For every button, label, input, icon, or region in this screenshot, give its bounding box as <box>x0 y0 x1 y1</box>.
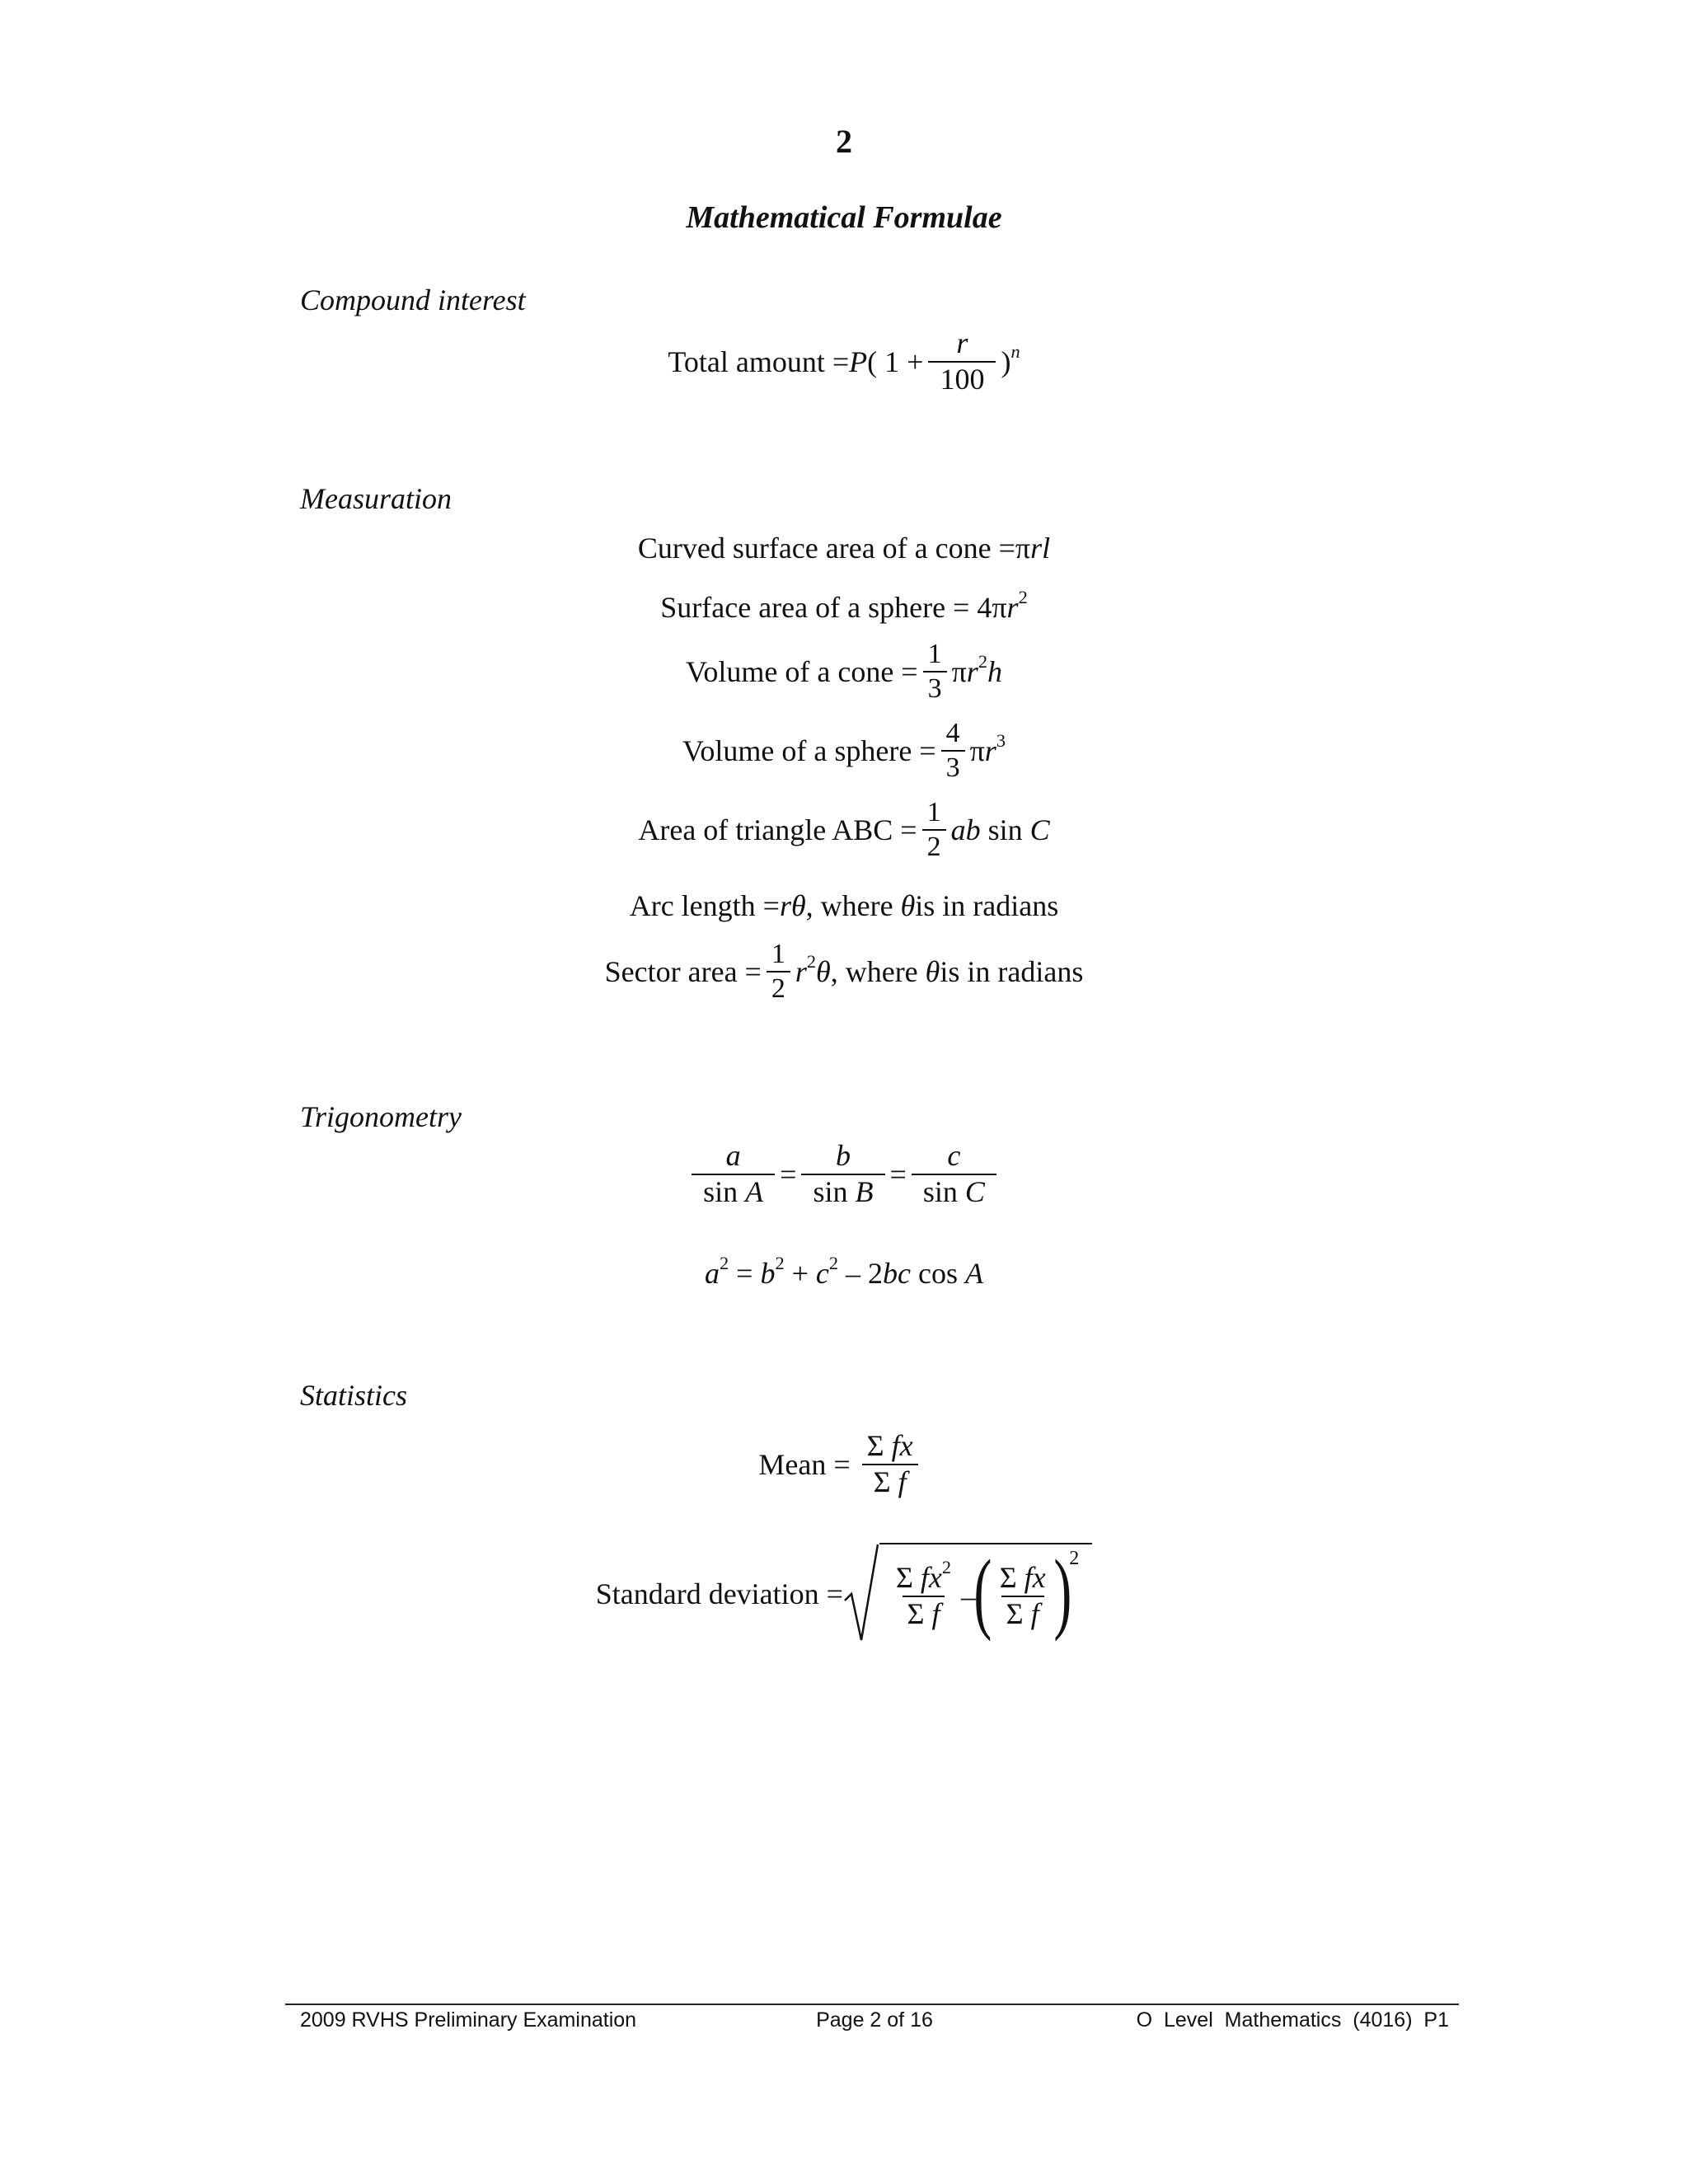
formula-mean: Mean = $\frac{\text{Σ fx}}{\text{Σ f}}$ <box>0 1431 1688 1498</box>
formula-cone-curved-surface: Curved surface area of a cone = πrl <box>637 532 1051 565</box>
formula-compound-interest: Total amount = P( 1 + $\frac{r}{100}$ )$^n$ <box>668 326 1020 396</box>
formula-triangle-area: Area of triangle ABC = $\frac{1}{2}$ ab sin C <box>638 797 1050 862</box>
page-title: Mathematical Formulae <box>686 200 1002 235</box>
formula-sphere-volume: Volume of a sphere = $\frac{4}{3}$ $\pi r^3$ <box>682 718 1006 783</box>
section-compound-interest: Compound interest <box>300 284 526 316</box>
formula-sector-area: Sector area = $\frac{1}{2}$ $r^2\theta$, where θ is in radians <box>604 939 1084 1004</box>
formula-arc-length: Arc length = rθ, where θ is in radians <box>629 889 1059 922</box>
square-root: $\frac{\Sigma fx^2}{\text{Σ f}}$ – ( $\frac{\text{Σ fx}}{\text{Σ f}}$ ) 2 <box>843 1543 1092 1645</box>
formula-cone-volume: Volume of a cone = $\frac{1}{3}$ $\pi r^2h$ <box>686 639 1002 704</box>
formula-standard-deviation: Standard deviation = $\frac{\Sigma fx^2}{\text{Σ f}}$ – ( $\frac{\text{Σ fx}}{\text{Σ f}}$ ) 2 <box>0 1543 1688 1645</box>
footer-right: O Level Mathematics (4016) P1 <box>1136 2008 1449 2032</box>
radical-sign-icon <box>843 1543 879 1645</box>
footer-left: 2009 RVHS Preliminary Examination <box>300 2008 637 2032</box>
total-amount-label: Total amount = <box>668 344 850 378</box>
formula-cosine-rule: $a^2 = b^2 + c^2 - 2bc$ cos A <box>704 1253 984 1290</box>
rate-fraction: $\frac{r}{100}$ <box>928 328 996 396</box>
footer-center: Page 2 of 16 <box>816 2008 933 2032</box>
footer-rule <box>285 2004 1459 2005</box>
formula-sine-rule: $\frac{a}{\text{sin A}}$ = $\frac{b}{\text{sin B}}$ = $\frac{c}{\text{sin C}}$ <box>0 1141 1688 1208</box>
formula-sphere-surface: Surface area of a sphere = 4 $\pi r^2$ <box>660 587 1028 624</box>
page-number: 2 <box>836 123 852 160</box>
section-statistics: Statistics <box>300 1379 408 1412</box>
section-trigonometry: Trigonometry <box>300 1100 462 1133</box>
section-measuration: Measuration <box>300 482 452 515</box>
